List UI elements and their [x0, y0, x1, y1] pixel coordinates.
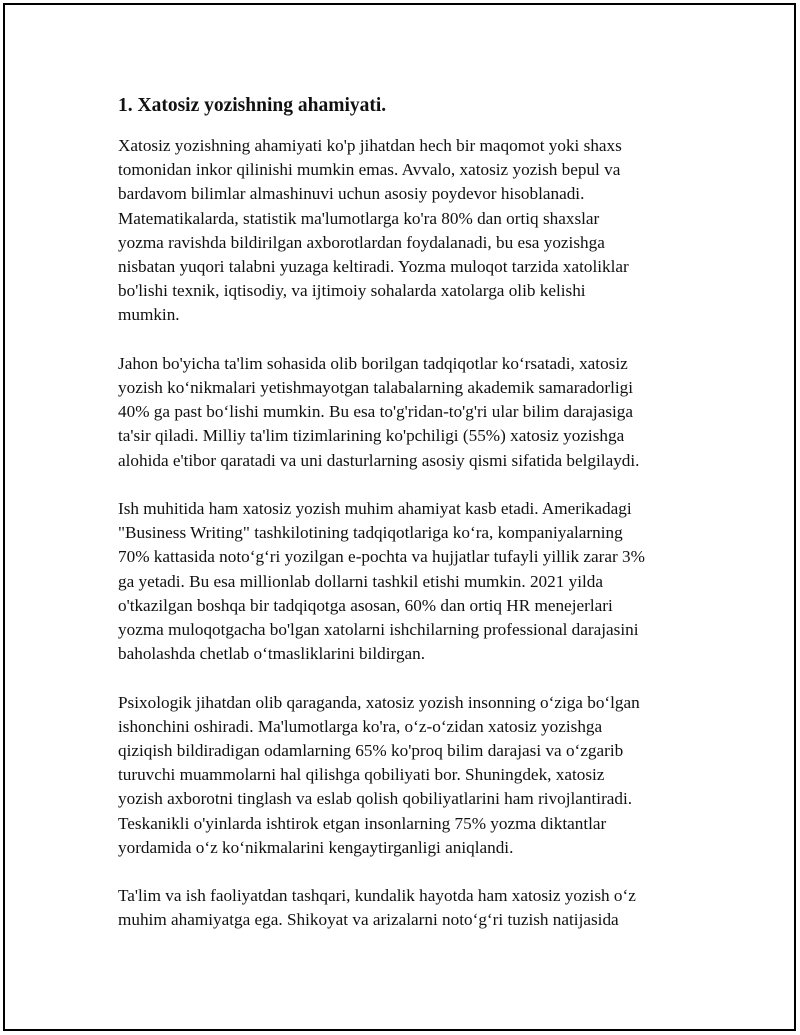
text-line: Jahon bo'yicha ta'lim sohasida olib borilgan tadqiqotlar ko‘rsatadi, xatosiz — [118, 353, 628, 373]
text-line: Psixologik jihatdan olib qaraganda, xatosiz yozish insonning o‘ziga bo‘lgan — [118, 692, 640, 712]
document-body — [118, 92, 698, 957]
text-line: yozma muloqotgacha bo'lgan xatolarni ishchilarning professional darajasini — [118, 620, 639, 640]
paragraph — [118, 691, 698, 860]
text-line: yordamida o‘z ko‘nikmalarini kengaytirganligi aniqlandi. — [118, 837, 514, 857]
text-line: ga yetadi. Bu esa millionlab dollarni tashkil etishi mumkin. 2021 yilda — [118, 571, 604, 591]
paragraph — [118, 352, 698, 473]
text-line: mumkin. — [118, 305, 180, 325]
text-line: ta'sir qiladi. Milliy ta'lim tizimlarining ko'pchiligi (55%) xatosiz yozishga — [118, 426, 625, 446]
text-line: 40% ga past bo‘lishi mumkin. Bu esa to'g'ridan-to'g'ri ular bilim darajasiga — [118, 402, 634, 422]
text-line: yozma ravishda bildirilgan axborotlardan foydalanadi, bu esa yozishga — [118, 232, 605, 252]
text-line: Xatosiz yozishning ahamiyati ko'p jihatdan hech bir maqomot yoki shaxs — [118, 136, 622, 155]
text-line: baholashda chetlab o‘tmasliklarini bildirgan. — [118, 644, 426, 664]
text-line: turuvchi muammolarni hal qilishga qobiliyati bor. Shuningdek, xatosiz — [118, 765, 605, 785]
text-line: tomonidan inkor qilinishi mumkin emas. Avvalo, xatosiz yozish bepul va — [118, 160, 621, 180]
paragraph — [118, 134, 698, 328]
text-line: nisbatan yuqori talabni yuzaga keltiradi. Yozma muloqot tarzida xatoliklar — [118, 257, 629, 277]
text-line: Ta'lim va ish faoliyatdan tashqari, kundalik hayotda ham xatosiz yozish o‘z — [118, 886, 636, 906]
text-line: o'tkazilgan boshqa bir tadqiqotga asosan, 60% dan ortiq HR menejerlari — [118, 595, 613, 615]
text-line: yozish ko‘nikmalari yetishmayotgan talabalarning akademik samaradorligi — [118, 378, 633, 398]
text-line: alohida e'tibor qaratadi va uni dasturlarning asosiy qismi sifatida belgilaydi. — [118, 450, 640, 470]
text-line: bo'lishi texnik, iqtisodiy, va ijtimoiy sohalarda xatolarga olib kelishi — [118, 281, 586, 301]
text-line: Matematikalarda, statistik ma'lumotlarga ko'ra 80% dan ortiq shaxslar — [118, 208, 600, 228]
text-line: muhim ahamiyatga ega. Shikoyat va arizalarni noto‘g‘ri tuzish natijasida — [118, 910, 619, 930]
text-line: 70% kattasida noto‘g‘ri yozilgan e-pochta va hujjatlar tufayli yillik zarar 3% — [118, 547, 645, 567]
text-line: yozish axborotni tinglash va eslab qolish qobiliyatlarini ham rivojlantiradi. — [118, 789, 633, 809]
text-line: ishonchini oshiradi. Ma'lumotlarga ko'ra, o‘z-o‘zidan xatosiz yozishga — [118, 716, 603, 736]
paragraph — [118, 497, 698, 666]
text-line: Ish muhitida ham xatosiz yozish muhim ahamiyat kasb etadi. Amerikadagi — [118, 499, 632, 519]
text-line: Teskanikli o'yinlarda ishtirok etgan insonlarning 75% yozma diktantlar — [118, 813, 607, 833]
text-line: bardavom bilimlar almashinuvi uchun asosiy poydevor hisoblanadi. — [118, 184, 585, 204]
text-line: "Business Writing" tashkilotining tadqiqotlariga ko‘ra, kompaniyalarning — [118, 523, 623, 543]
paragraph — [118, 884, 698, 932]
paragraphs — [118, 134, 698, 933]
section-heading: 1. Xatosiz yozishning ahamiyati. — [118, 95, 387, 116]
text-line: qiziqish bildiradigan odamlarning 65% ko'proq bilim darajasi va o‘zgarib — [118, 741, 624, 761]
